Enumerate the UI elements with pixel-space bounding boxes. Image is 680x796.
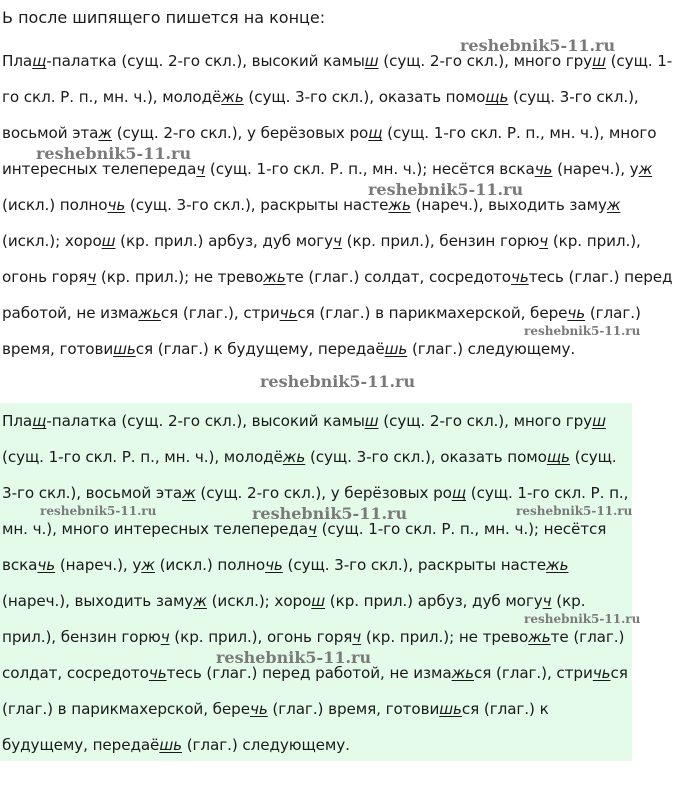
orthogram: ш xyxy=(311,592,326,610)
text-run: те (глаг.) солдат, сосредото xyxy=(2,628,625,682)
text-run: (глаг.) следующему. xyxy=(407,340,576,358)
text-run: -палатка (сущ. 2-го скл.), высокий камы xyxy=(46,52,365,70)
watermark: reshebnik5-11.ru xyxy=(252,504,408,523)
orthogram: чь xyxy=(37,556,56,574)
watermark: reshebnik5-11.ru xyxy=(368,180,524,199)
text-run: (сущ. 3-го скл.), раскрыты насте xyxy=(282,556,546,574)
watermark: reshebnik5-11.ru xyxy=(216,648,372,667)
orthogram: щ xyxy=(368,124,383,142)
orthogram: жь xyxy=(388,196,411,214)
orthogram: щ xyxy=(32,52,47,70)
text-run: (кр. прил.), бензин горю xyxy=(341,232,540,250)
text-run: (нареч.), выходить заму xyxy=(2,592,194,610)
text-run: (искл.) полно xyxy=(154,556,266,574)
text-run: (сущ. 3-го скл.), оказать помо xyxy=(243,88,486,106)
text-run: тесь (глаг.) перед работой, не изма xyxy=(2,268,673,322)
text-run: Пла xyxy=(2,52,33,70)
text-run: (сущ. 2-го скл.), много гру xyxy=(378,412,593,430)
orthogram: жь xyxy=(263,268,286,286)
text-run: ся (глаг.) в парикмахерской, бере xyxy=(297,304,568,322)
text-run: (нареч.), у xyxy=(55,556,142,574)
orthogram: чь xyxy=(107,196,126,214)
orthogram: чь xyxy=(567,304,586,322)
text-run: (сущ. 1-го скл. Р. п., мн. ч.); несётся вска xyxy=(2,520,607,574)
orthogram: жь xyxy=(451,664,475,682)
watermark: reshebnik5-11.ru xyxy=(460,36,616,55)
text-run: (глаг.) следующему. xyxy=(181,736,350,754)
orthogram: ч xyxy=(352,628,362,646)
orthogram: ж xyxy=(193,592,207,610)
watermark: reshebnik5-11.ru xyxy=(40,504,157,518)
text-run: (сущ. 1-го скл. Р. п., мн. ч.); несётся вска xyxy=(205,160,535,178)
orthogram: ч xyxy=(542,592,552,610)
orthogram: чь xyxy=(279,304,298,322)
text-run: Пла xyxy=(2,412,33,430)
text-run: (сущ. 3-го скл.), оказать помо xyxy=(305,448,547,466)
text-run: тесь (глаг.) перед работой, не изма xyxy=(166,664,452,682)
orthogram: ж xyxy=(638,160,653,178)
orthogram: ч xyxy=(307,520,317,538)
orthogram: щ xyxy=(32,412,47,430)
text-run: ся (глаг.) к будущему, передаё xyxy=(135,340,385,358)
text-run: (сущ. 3-го скл.), раскрыты насте xyxy=(125,196,389,214)
orthogram: чь xyxy=(534,160,553,178)
orthogram: жь xyxy=(138,304,161,322)
watermark: reshebnik5-11.ru xyxy=(260,372,416,391)
orthogram: ш xyxy=(592,52,606,70)
orthogram: чь xyxy=(265,556,283,574)
watermark: reshebnik5-11.ru xyxy=(516,504,633,518)
orthogram: ч xyxy=(160,628,170,646)
orthogram: чь xyxy=(510,268,529,286)
text-run: (кр. прил.) арбуз, дуб могу xyxy=(325,592,543,610)
orthogram: чь xyxy=(592,664,611,682)
text-run: (кр. прил.), огонь горя xyxy=(169,628,353,646)
text-run: (сущ. 3-го скл.), восьмой эта xyxy=(2,448,617,502)
orthogram: ч xyxy=(333,232,342,250)
orthogram: чь xyxy=(249,700,268,718)
answer-text xyxy=(2,403,633,763)
rule-heading: Ь после шипящего пишется на конце: xyxy=(2,8,326,27)
watermark: reshebnik5-11.ru xyxy=(524,324,641,338)
text-run: (сущ. 1-го скл. Р. п., мн. ч.), много интересных телепереда xyxy=(2,484,629,538)
text-run: ся (глаг.), стри xyxy=(474,664,593,682)
text-run: (глаг.) время, готови xyxy=(267,700,440,718)
orthogram: жь xyxy=(545,556,569,574)
orthogram: жь xyxy=(221,88,244,106)
text-run: (кр. прил.); не трево xyxy=(361,628,529,646)
text-run: (сущ. 2-го скл.), у берёзовых ро xyxy=(111,124,369,142)
orthogram: ш xyxy=(364,412,379,430)
orthogram: ч xyxy=(87,268,97,286)
text-run: (кр. прил.) арбуз, дуб могу xyxy=(115,232,334,250)
text-run: (сущ. 1-го скл. Р. п., мн. ч.), много интересных телепереда xyxy=(2,124,657,178)
watermark: reshebnik5-11.ru xyxy=(524,612,641,626)
text-run: (сущ. 2-го скл.), у берёзовых ро xyxy=(195,484,452,502)
orthogram: ж xyxy=(141,556,155,574)
example-text xyxy=(2,43,678,367)
orthogram: шь xyxy=(159,736,182,754)
text-run: (кр. прил.), огонь горя xyxy=(2,232,641,286)
orthogram: ж xyxy=(98,124,112,142)
orthogram: шь xyxy=(384,340,408,358)
text-run: (нареч.), у xyxy=(552,160,639,178)
orthogram: жь xyxy=(282,448,306,466)
watermark: reshebnik5-11.ru xyxy=(36,144,192,163)
text-run: (сущ. 3-го скл.), восьмой эта xyxy=(2,88,639,142)
orthogram: шь xyxy=(439,700,462,718)
text-run: (искл.) полно xyxy=(2,196,108,214)
text-run: (искл.); хоро xyxy=(2,232,102,250)
orthogram: жь xyxy=(528,628,551,646)
text-run: (глаг.) время, готови xyxy=(2,304,641,358)
orthogram: щ xyxy=(451,484,467,502)
text-run: (сущ. 1-го скл. Р. п., мн. ч.), молодё xyxy=(2,448,283,466)
orthogram: ж xyxy=(182,484,196,502)
text-run: (сущ. 1-го скл. Р. п., мн. ч.), молодё xyxy=(2,52,673,106)
orthogram: ч xyxy=(539,232,549,250)
orthogram: ч xyxy=(196,160,206,178)
text-run: (нареч.), выходить заму xyxy=(410,196,607,214)
text-run: (искл.); хоро xyxy=(206,592,312,610)
orthogram: чь xyxy=(148,664,167,682)
orthogram: щь xyxy=(485,88,509,106)
orthogram: шь xyxy=(113,340,136,358)
text-run: (кр. прил.), бензин горю xyxy=(2,592,586,646)
orthogram: ш xyxy=(364,52,379,70)
text-run: -палатка (сущ. 2-го скл.), высокий камы xyxy=(46,412,365,430)
text-run: ся (глаг.) к будущему, передаё xyxy=(2,700,549,754)
text-run: ся (глаг.) в парикмахерской, бере xyxy=(2,664,628,718)
orthogram: ж xyxy=(606,196,621,214)
orthogram: ш xyxy=(592,412,606,430)
orthogram: ш xyxy=(101,232,116,250)
text-run: (кр. прил.); не трево xyxy=(96,268,264,286)
text-run: (сущ. 2-го скл.), много гру xyxy=(378,52,593,70)
text-run: те (глаг.) солдат, сосредото xyxy=(285,268,511,286)
orthogram: щь xyxy=(546,448,570,466)
text-run: ся (глаг.), стри xyxy=(160,304,280,322)
